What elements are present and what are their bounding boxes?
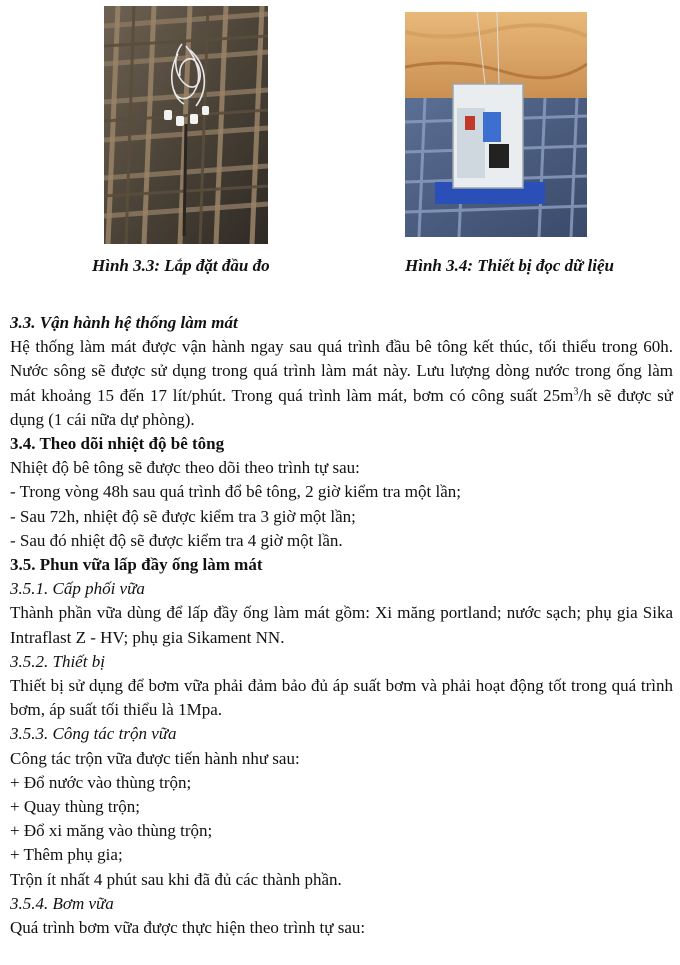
- section-3-5-heading: 3.5. Phun vữa lấp đầy ống làm mát: [10, 555, 263, 575]
- document-body: [10, 311, 673, 940]
- list-item: - Sau 72h, nhiệt độ sẽ được kiểm tra 3 giờ một lần;: [10, 506, 356, 526]
- section-3-3-paragraph: [10, 335, 673, 432]
- list-item: + Đổ nước vào thùng trộn;: [10, 772, 192, 792]
- section-3-5-4-heading: 3.5.4. Bơm vữa: [10, 893, 114, 913]
- list-item: - Trong vòng 48h sau quá trình đổ bê tông, 2 giờ kiểm tra một lần;: [10, 482, 461, 502]
- data-logger-image: [405, 12, 587, 237]
- section-3-5-3-intro: Công tác trộn vữa được tiến hành như sau:: [10, 748, 300, 768]
- figure-3-3-photo: [104, 6, 268, 244]
- section-3-3-text-a: Hệ thống làm mát được vận hành ngay sau quá trình đầu bê tông kết thúc, tối thiểu trong 60h. Nước sông sẽ được sử dụng trong quá trình làm mát này. Lưu lượng dòng nước trong ống làm mát khoảng 15 đến 17 lít/phút. Trong quá trình làm mát, bơm có công suất 25m: [10, 337, 673, 405]
- section-3-5-4-intro: Quá trình bơm vữa được thực hiện theo trình tự sau:: [10, 918, 366, 938]
- figure-3-4-caption: Hình 3.4: Thiết bị đọc dữ liệu: [405, 256, 614, 275]
- section-3-4-heading: 3.4. Theo dõi nhiệt độ bê tông: [10, 434, 225, 454]
- section-3-3-text-b: /h sẽ được sử dụng (1 cái nữa dự phòng).: [10, 385, 673, 429]
- section-3-3-heading: 3.3. Vận hành hệ thống làm mát: [10, 313, 238, 332]
- figure-3-3-caption: Hình 3.3: Lắp đặt đầu đo: [92, 256, 270, 275]
- section-3-5-3-end: Trộn ít nhất 4 phút sau khi đã đủ các thành phần.: [10, 869, 342, 889]
- section-3-5-1-heading: 3.5.1. Cấp phối vữa: [10, 579, 145, 599]
- list-item: + Thêm phụ gia;: [10, 845, 123, 865]
- list-item: + Quay thùng trộn;: [10, 797, 140, 817]
- list-item: - Sau đó nhiệt độ sẽ được kiểm tra 4 giờ một lần.: [10, 530, 343, 550]
- figure-3-4-photo: [405, 12, 587, 237]
- section-3-5-2-heading: 3.5.2. Thiết bị: [10, 651, 105, 671]
- superscript-3: 3: [573, 385, 579, 397]
- section-3-4-intro: Nhiệt độ bê tông sẽ được theo dõi theo trình tự sau:: [10, 458, 360, 478]
- rebar-sensor-image: [104, 6, 268, 244]
- section-3-5-1-text: Thành phần vữa dùng để lấp đầy ống làm mát gồm: Xi măng portland; nước sạch; phụ gia Sika Intraflast Z - HV; phụ gia Sikament NN.: [10, 603, 673, 647]
- list-item: + Đổ xi măng vào thùng trộn;: [10, 821, 213, 841]
- section-3-5-3-heading: 3.5.3. Công tác trộn vữa: [10, 724, 177, 744]
- section-3-5-2-text: Thiết bị sử dụng để bơm vữa phải đảm bảo đủ áp suất bơm và phải hoạt động tốt trong quá trình bơm, áp suất tối thiểu là 1Mpa.: [10, 676, 673, 720]
